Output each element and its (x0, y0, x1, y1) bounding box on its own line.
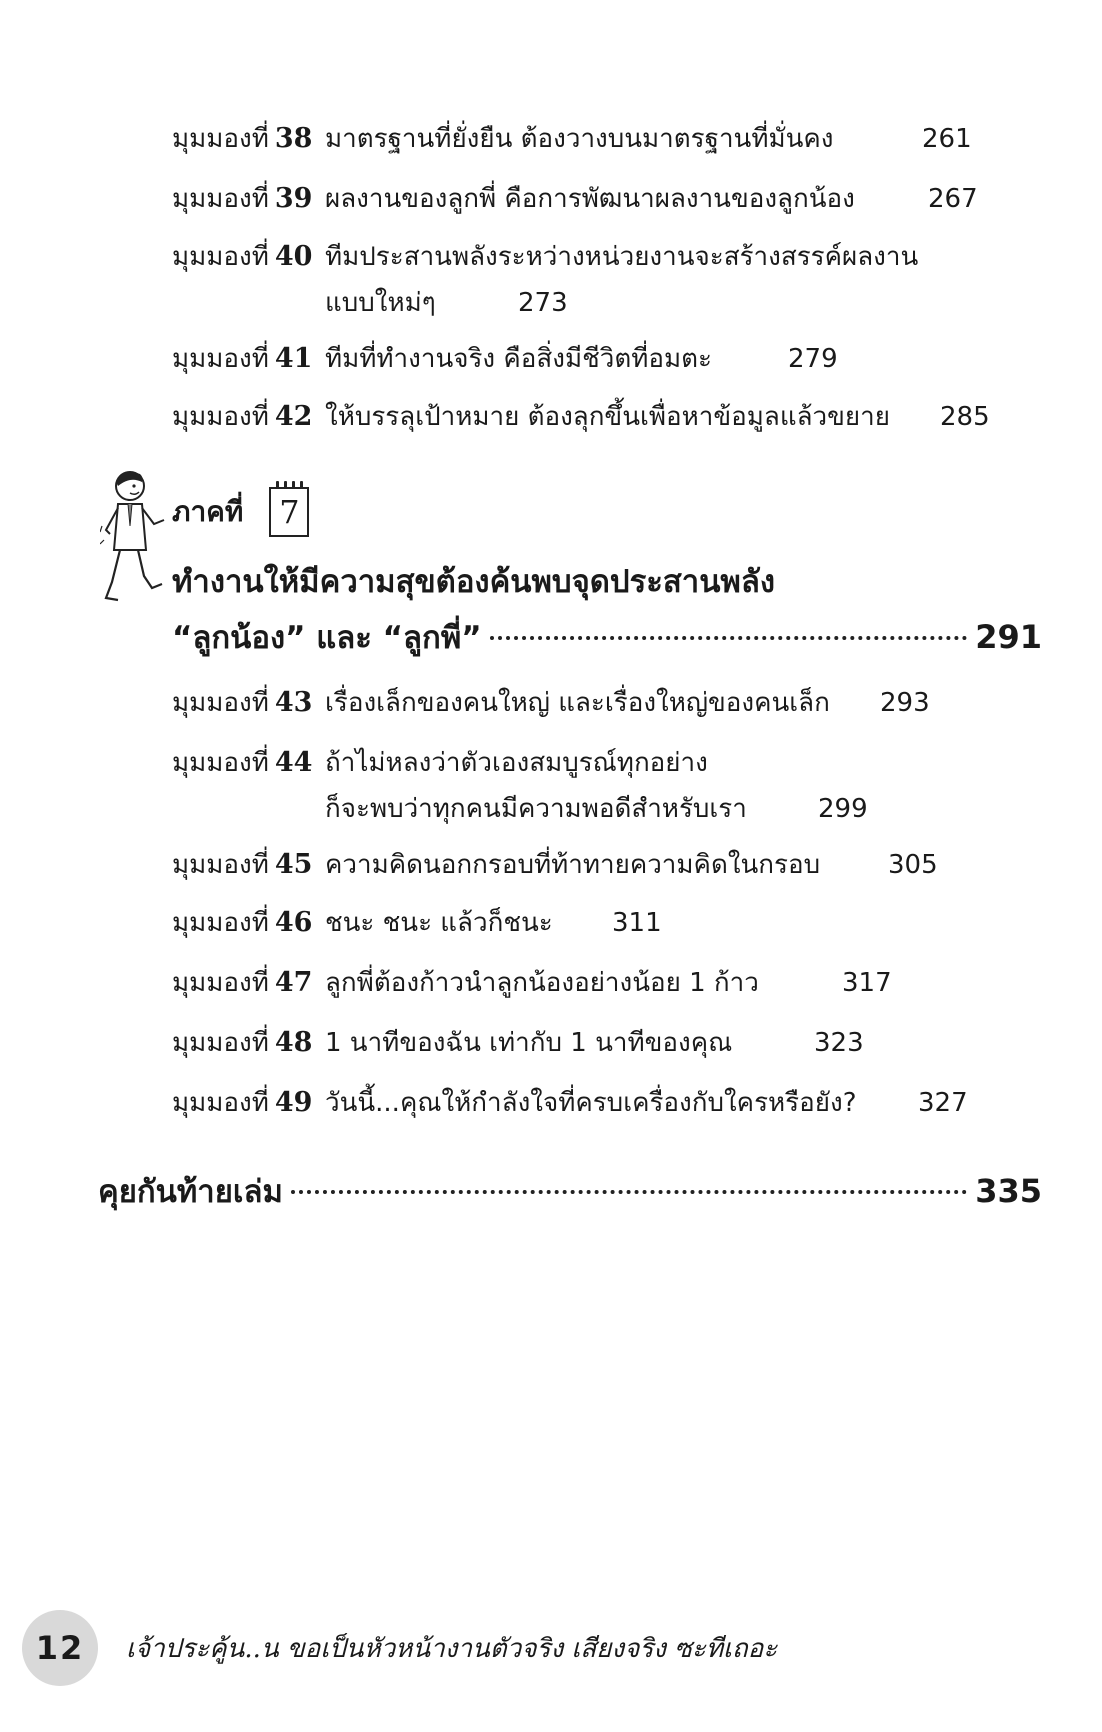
entry-label: มุมมองที่ 42 (172, 401, 313, 432)
entry-page: 317 (842, 968, 892, 998)
entry-label: มุมมองที่ 40 (172, 241, 313, 272)
entry-label: มุมมองที่ 46 (172, 907, 313, 938)
closing-title: คุยกันท้ายเล่ม (98, 1174, 283, 1210)
entry-title: ความคิดนอกกรอบที่ท้าทายความคิดในกรอบ (325, 850, 821, 880)
part-subtitle: “ลูกน้อง” และ “ลูกพี่” (172, 620, 482, 656)
entry-page: 323 (814, 1028, 864, 1058)
part-title[interactable]: ทำงานให้มีความสุขต้องค้นพบจุดประสานพลัง (172, 564, 775, 600)
entry-label: มุมมองที่ 48 (172, 1027, 313, 1058)
entry-label: มุมมองที่ 49 (172, 1087, 313, 1118)
entry-page: 327 (918, 1088, 968, 1118)
running-footer: เจ้าประคู้น..น ขอเป็นหัวหน้างานตัวจริง เสียงจริง ซะทีเถอะ (126, 1634, 778, 1664)
entry-title: ทีมประสานพลังระหว่างหน่วยงานจะสร้างสรรค์ผลงาน (325, 242, 919, 272)
entry-title: ลูกพี่ต้องก้าวนำลูกน้องอย่างน้อย 1 ก้าว (325, 968, 759, 998)
closing-section[interactable] (98, 1166, 1042, 1216)
part-title-line2[interactable] (172, 612, 1042, 662)
entry-label: มุมมองที่ 43 (172, 687, 313, 718)
entry-label: มุมมองที่ 41 (172, 343, 313, 374)
entry-title: 1 นาทีของฉัน เท่ากับ 1 นาทีของคุณ (325, 1028, 733, 1058)
entry-page: 311 (612, 908, 662, 938)
entry-page: 279 (788, 344, 838, 374)
part-label: ภาคที่ (172, 495, 244, 528)
entry-page: 299 (818, 794, 868, 824)
entry-page: 285 (940, 402, 990, 432)
entry-title-line2: ก็จะพบว่าทุกคนมีความพอดีสำหรับเรา (325, 794, 747, 824)
entry-title: เรื่องเล็กของคนใหญ่ และเรื่องใหญ่ของคนเล็ก (325, 688, 830, 718)
entry-page: 273 (518, 288, 568, 318)
part-number: 7 (279, 493, 300, 531)
entry-title: ผลงานของลูกพี่ คือการพัฒนาผลงานของลูกน้อง (325, 184, 855, 214)
entry-page: 267 (928, 184, 978, 214)
entry-label: มุมมองที่ 39 (172, 183, 313, 214)
entry-label: มุมมองที่ 44 (172, 747, 313, 778)
entry-page: 261 (922, 124, 972, 154)
part-header (172, 482, 309, 542)
entry-page: 305 (888, 850, 938, 880)
page-number-badge: 12 (22, 1610, 98, 1686)
part-number-calendar (269, 487, 309, 537)
entry-title-line2: แบบใหม่ๆ (325, 288, 436, 318)
entry-title: วันนี้...คุณให้กำลังใจที่ครบเครื่องกับใครหรือยัง? (325, 1088, 857, 1118)
entry-title: ทีมที่ทำงานจริง คือสิ่งมีชีวิตที่อมตะ (325, 344, 712, 374)
entry-label: มุมมองที่ 45 (172, 849, 313, 880)
businessman-mascot-icon (100, 466, 170, 616)
entry-title: ถ้าไม่หลงว่าตัวเองสมบูรณ์ทุกอย่าง (325, 748, 708, 778)
entry-label: มุมมองที่ 38 (172, 123, 313, 154)
entry-title: มาตรฐานที่ยั่งยืน ต้องวางบนมาตรฐานที่มั่นคง (325, 124, 834, 154)
entry-label: มุมมองที่ 47 (172, 967, 313, 998)
part-page: 291 (975, 618, 1042, 656)
entry-title: ชนะ ชนะ แล้วก็ชนะ (325, 908, 553, 938)
dot-leader (490, 636, 968, 640)
dot-leader (291, 1190, 967, 1194)
entry-title: ให้บรรลุเป้าหมาย ต้องลุกขึ้นเพื่อหาข้อมูลแล้วขยาย (325, 402, 890, 432)
closing-page: 335 (975, 1172, 1042, 1210)
entry-page: 293 (880, 688, 930, 718)
